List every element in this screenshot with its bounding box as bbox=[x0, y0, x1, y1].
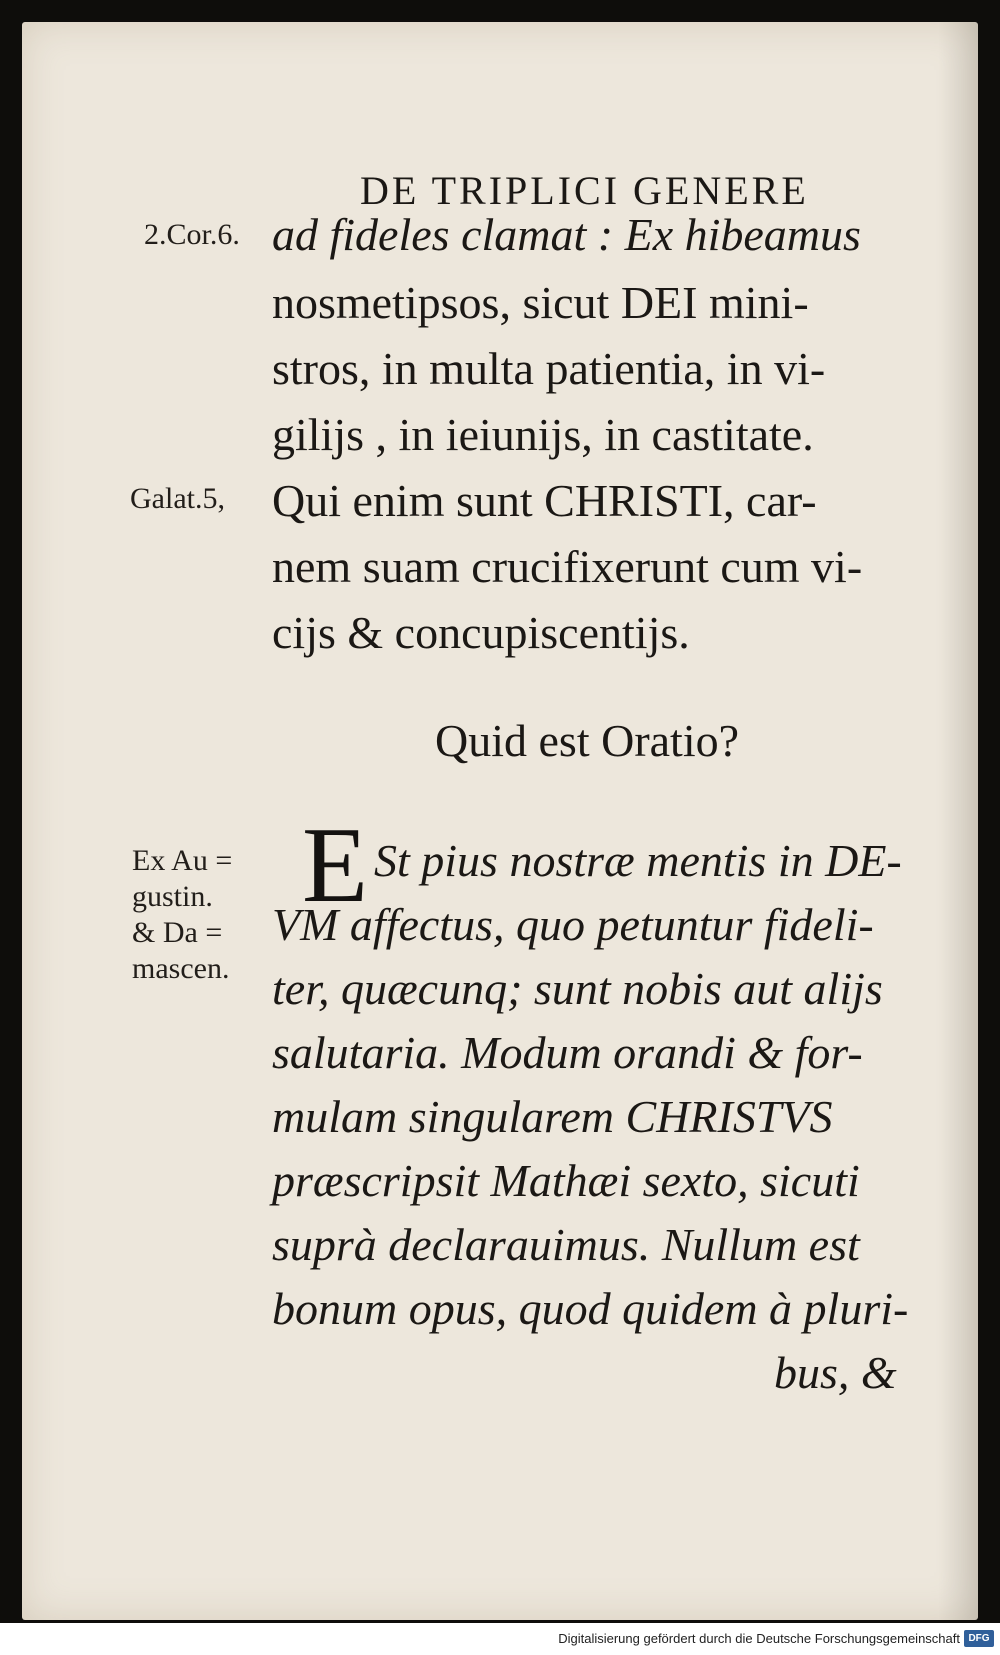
margin-note-galat: Galat.5, bbox=[130, 482, 225, 515]
section-heading: Quid est Oratio? bbox=[435, 715, 740, 766]
margin-note-cor: 2.Cor.6. bbox=[144, 218, 240, 251]
para2-line-4: salutaria. Modum orandi & for- bbox=[272, 1027, 863, 1078]
dfg-logo: DFG bbox=[964, 1630, 994, 1647]
para1-line-3: stros, in multa patientia, in vi- bbox=[272, 343, 826, 394]
margin-note-damascen-1: & Da = bbox=[132, 916, 223, 949]
para2-line-7: suprà declarauimus. Nullum est bbox=[272, 1219, 860, 1270]
para2-line-2: VM affectus, quo petuntur fideli- bbox=[272, 899, 874, 950]
margin-note-augustin-2: gustin. bbox=[132, 880, 213, 913]
running-head: DE TRIPLICI GENERE bbox=[360, 168, 809, 213]
para1-line-2: nosmetipsos, sicut DEI mini- bbox=[272, 277, 809, 328]
para1-line-1: ad fideles clamat : Ex hibeamus bbox=[272, 209, 861, 260]
para1-line-4: gilijs , in ieiunijs, in castitate. bbox=[272, 409, 814, 460]
para2-line-3: ter, quæcunq; sunt nobis aut alijs bbox=[272, 963, 883, 1014]
para1-line-5: Qui enim sunt CHRISTI, car- bbox=[272, 475, 817, 526]
page-edge-shadow bbox=[938, 22, 978, 1620]
margin-note-augustin-1: Ex Au = bbox=[132, 844, 233, 877]
para2-line-9: bus, & bbox=[774, 1347, 897, 1398]
para1-line-7: cijs & concupiscentijs. bbox=[272, 607, 690, 658]
funding-credit: Digitalisierung gefördert durch die Deutsche Forschungsgemeinschaft bbox=[558, 1631, 960, 1646]
drop-initial: E bbox=[302, 806, 368, 925]
para2-line-5: mulam singularem CHRISTVS bbox=[272, 1091, 833, 1142]
para1-line-6: nem suam crucifixerunt cum vi- bbox=[272, 541, 863, 592]
book-page bbox=[22, 22, 978, 1620]
para2-line-1: St pius nostræ mentis in DE- bbox=[374, 835, 902, 886]
margin-note-damascen-2: mascen. bbox=[132, 952, 230, 985]
para2-line-8: bonum opus, quod quidem à pluri- bbox=[272, 1283, 909, 1334]
digitization-footer bbox=[0, 1623, 1000, 1655]
para2-line-6: præscripsit Mathæi sexto, sicuti bbox=[272, 1155, 860, 1206]
